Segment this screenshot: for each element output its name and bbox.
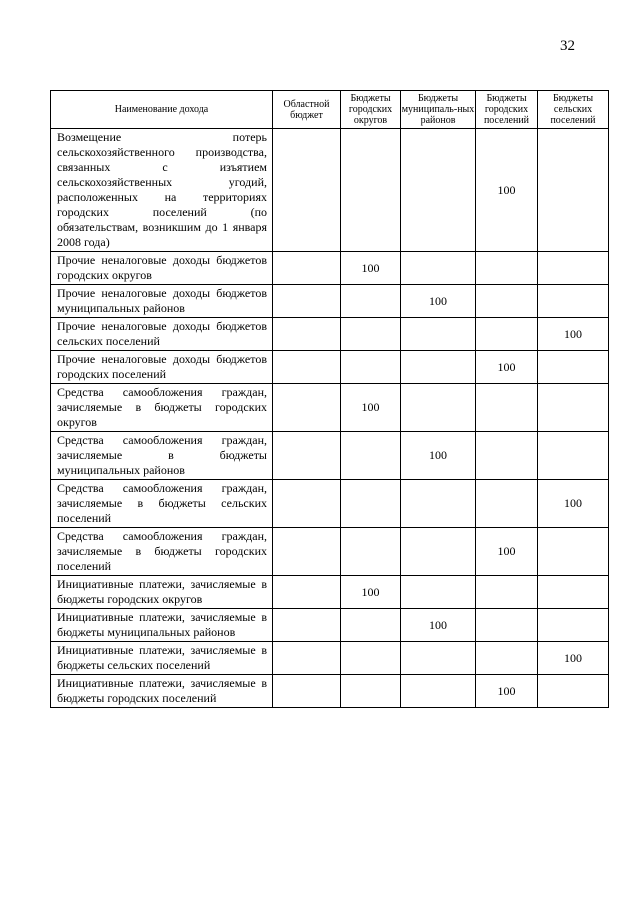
percentage-cell: [401, 528, 476, 576]
percentage-cell: [341, 285, 401, 318]
column-header-rural-settlements: Бюджеты сельских поселений: [538, 91, 609, 129]
percentage-cell: [401, 318, 476, 351]
percentage-cell: [273, 480, 341, 528]
percentage-cell: [476, 432, 538, 480]
percentage-cell: [538, 609, 609, 642]
percentage-cell: [273, 642, 341, 675]
revenue-name-cell: Средства самообложения граждан, зачисляемые в бюджеты городских округов: [51, 384, 273, 432]
percentage-cell: 100: [538, 318, 609, 351]
percentage-cell: [476, 609, 538, 642]
percentage-cell: [538, 384, 609, 432]
table-row: [51, 675, 609, 708]
percentage-cell: [538, 675, 609, 708]
percentage-cell: 100: [538, 642, 609, 675]
percentage-cell: [341, 528, 401, 576]
percentage-cell: [341, 351, 401, 384]
revenue-name-cell: Инициативные платежи, зачисляемые в бюджеты сельских поселений: [51, 642, 273, 675]
percentage-cell: [273, 384, 341, 432]
percentage-cell: [401, 480, 476, 528]
table-row: [51, 480, 609, 528]
percentage-cell: [476, 285, 538, 318]
percentage-cell: [401, 576, 476, 609]
percentage-cell: [341, 675, 401, 708]
table-row: [51, 252, 609, 285]
percentage-cell: 100: [538, 480, 609, 528]
table-row: [51, 609, 609, 642]
percentage-cell: [476, 642, 538, 675]
table-body: [51, 129, 609, 708]
percentage-cell: [538, 432, 609, 480]
percentage-cell: 100: [476, 675, 538, 708]
revenue-name-cell: Прочие неналоговые доходы бюджетов муниципальных районов: [51, 285, 273, 318]
percentage-cell: [538, 351, 609, 384]
percentage-cell: [273, 285, 341, 318]
revenue-name-cell: Прочие неналоговые доходы бюджетов городских поселений: [51, 351, 273, 384]
percentage-cell: [341, 318, 401, 351]
revenue-name-cell: Инициативные платежи, зачисляемые в бюджеты городских округов: [51, 576, 273, 609]
revenue-name-cell: Возмещение потерь сельскохозяйственного производства, связанных с изъятием сельскохозяйственных угодий, расположенных на территориях городских поселений (по обязательствам, возникшим до 1 января 2008 года): [51, 129, 273, 252]
percentage-cell: [401, 351, 476, 384]
revenue-name-cell: Средства самообложения граждан, зачисляемые в бюджеты сельских поселений: [51, 480, 273, 528]
percentage-cell: 100: [341, 384, 401, 432]
percentage-cell: 100: [476, 129, 538, 252]
percentage-cell: [538, 285, 609, 318]
revenue-name-cell: Прочие неналоговые доходы бюджетов городских округов: [51, 252, 273, 285]
percentage-cell: [538, 129, 609, 252]
percentage-cell: [273, 432, 341, 480]
table-row: [51, 528, 609, 576]
percentage-cell: [538, 576, 609, 609]
revenue-name-cell: Инициативные платежи, зачисляемые в бюджеты городских поселений: [51, 675, 273, 708]
table-row: [51, 129, 609, 252]
percentage-cell: [476, 576, 538, 609]
column-header-municipal-districts: Бюджеты муниципаль-ных районов: [401, 91, 476, 129]
percentage-cell: [401, 252, 476, 285]
percentage-cell: [273, 129, 341, 252]
percentage-cell: [476, 480, 538, 528]
revenue-name-cell: Средства самообложения граждан, зачисляемые в бюджеты муниципальных районов: [51, 432, 273, 480]
percentage-cell: [341, 432, 401, 480]
percentage-cell: [476, 252, 538, 285]
percentage-cell: [341, 642, 401, 675]
percentage-cell: 100: [476, 351, 538, 384]
percentage-cell: [273, 252, 341, 285]
column-header-revenue-name: Наименование дохода: [51, 91, 273, 129]
revenue-name-cell: Инициативные платежи, зачисляемые в бюджеты муниципальных районов: [51, 609, 273, 642]
table-row: [51, 432, 609, 480]
percentage-cell: [538, 252, 609, 285]
revenue-distribution-table: [50, 90, 609, 708]
percentage-cell: [273, 351, 341, 384]
percentage-cell: 100: [401, 432, 476, 480]
percentage-cell: [401, 129, 476, 252]
revenue-name-cell: Прочие неналоговые доходы бюджетов сельских поселений: [51, 318, 273, 351]
column-header-urban-settlements: Бюджеты городских поселений: [476, 91, 538, 129]
percentage-cell: [476, 318, 538, 351]
percentage-cell: [401, 384, 476, 432]
column-header-regional-budget: Областной бюджет: [273, 91, 341, 129]
table-row: [51, 285, 609, 318]
percentage-cell: 100: [476, 528, 538, 576]
percentage-cell: [341, 609, 401, 642]
percentage-cell: [273, 576, 341, 609]
percentage-cell: [273, 609, 341, 642]
percentage-cell: 100: [341, 576, 401, 609]
percentage-cell: [273, 318, 341, 351]
percentage-cell: [273, 675, 341, 708]
table-row: [51, 576, 609, 609]
percentage-cell: [401, 642, 476, 675]
percentage-cell: 100: [341, 252, 401, 285]
revenue-name-cell: Средства самообложения граждан, зачисляемые в бюджеты городских поселений: [51, 528, 273, 576]
column-header-city-districts: Бюджеты городских округов: [341, 91, 401, 129]
table-row: [51, 351, 609, 384]
percentage-cell: 100: [401, 285, 476, 318]
percentage-cell: [538, 528, 609, 576]
percentage-cell: [476, 384, 538, 432]
percentage-cell: [401, 675, 476, 708]
page-number: 32: [560, 38, 575, 54]
percentage-cell: 100: [401, 609, 476, 642]
table-row: [51, 384, 609, 432]
percentage-cell: [341, 129, 401, 252]
table-header-row: [51, 91, 609, 129]
percentage-cell: [273, 528, 341, 576]
percentage-cell: [341, 480, 401, 528]
table-row: [51, 642, 609, 675]
table-row: [51, 318, 609, 351]
